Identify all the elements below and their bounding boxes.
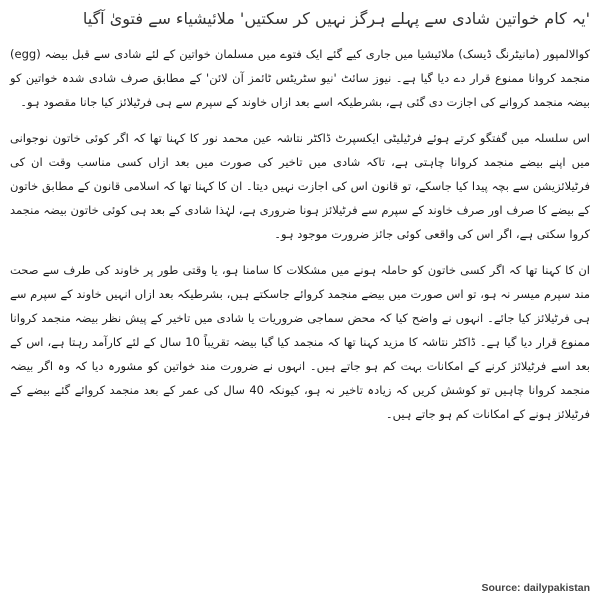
paragraph-3: ان کا کہنا تھا کہ اگر کسی خاتون کو حاملہ ہونے میں مشکلات کا سامنا ہو، یا وقتی طور پر خاوند کی طرف سے صحت مند سپرم میسر نہ ہو، تو اس صورت میں بیضے منجمد کروائے جاسکتے ہیں، بشرطیکہ بعد ازاں انہیں خاوند کے سپرم سے ہی فرٹیلائز کیا جائے۔ انہوں نے واضح کیا کہ محض سماجی ضروریات یا شادی میں تاخیر کے پیش نظر بیضہ منجمد کروانا ممنوع قرار دیا گیا ہے۔ ڈاکٹر نتاشہ کا مزید کہنا تھا کہ منجمد کیا گیا بیضہ تقریباً 10 سال کے لئے کارآمد رہتا ہے، اس کے بعد اسے فرٹیلائز کرنے کے امکانات بہت کم ہو جاتے ہیں۔ انہوں نے ضرورت مند خواتین کو مشورہ دیا کہ وہ اگر بیضہ منجمد کروانا چاہیں تو کوشش کریں کہ زیادہ تاخیر نہ ہو، کیونکہ 40 سال کی عمر کے بعد منجمد کروائے گئے بیضے کے فرٹیلائز ہونے کے امکانات کم ہو جاتے ہیں۔ [10,263,590,421]
article-body [10,42,590,438]
paragraph-2: اس سلسلہ میں گفتگو کرتے ہوئے فرٹیلیٹی ایکسپرٹ ڈاکٹر نتاشہ عین محمد نور کا کہنا تھا کہ اگر کوئی خاتون نوجوانی میں اپنے بیضے منجمد کروانا چاہتی ہے، تاکہ شادی میں تاخیر کی صورت میں بعد ازاں کسی مناسب وقت ان کی فرٹیلائزیشن سے بچہ پیدا کیا جاسکے، تو قانون اس کی اجازت نہیں دیتا۔ ان کا کہنا تھا کہ اسلامی قانون کے مطابق خاتون کے بیضے کا صرف اور صرف خاوند کے سپرم سے فرٹیلائز ہونا ضروری ہے، لہٰذا شادی کے بعد ہی کوئی خاتون بیضہ منجمد کروا سکتی ہے، اگر اس کی واقعی کوئی جائز ضرورت موجود ہو۔ [10,131,590,241]
paragraph-1: کوالالمپور (مانیٹرنگ ڈیسک) ملائیشیا میں جاری کیے گئے ایک فتوے میں مسلمان خواتین کے لئے شادی سے قبل بیضہ (egg) منجمد کروانا ممنوع قرار دے دیا گیا ہے۔ نیوز سائٹ 'نیو سٹریٹس ٹائمز آن لائن' کے مطابق صرف شادی شدہ خواتین کو بیضہ منجمد کروانے کی اجازت دی گئی ہے، بشرطیکہ اسے بعد ازاں خاوند کے سپرم سے ہی فرٹیلائز کیا جانا مقصود ہو۔ [10,47,590,109]
headline: 'یہ کام خواتین شادی سے پہلے ہرگز نہیں کر سکتیں' ملائیشیاء سے فتویٰ آگیا [82,9,590,28]
source-credit: Source: dailypakistan [481,582,590,594]
